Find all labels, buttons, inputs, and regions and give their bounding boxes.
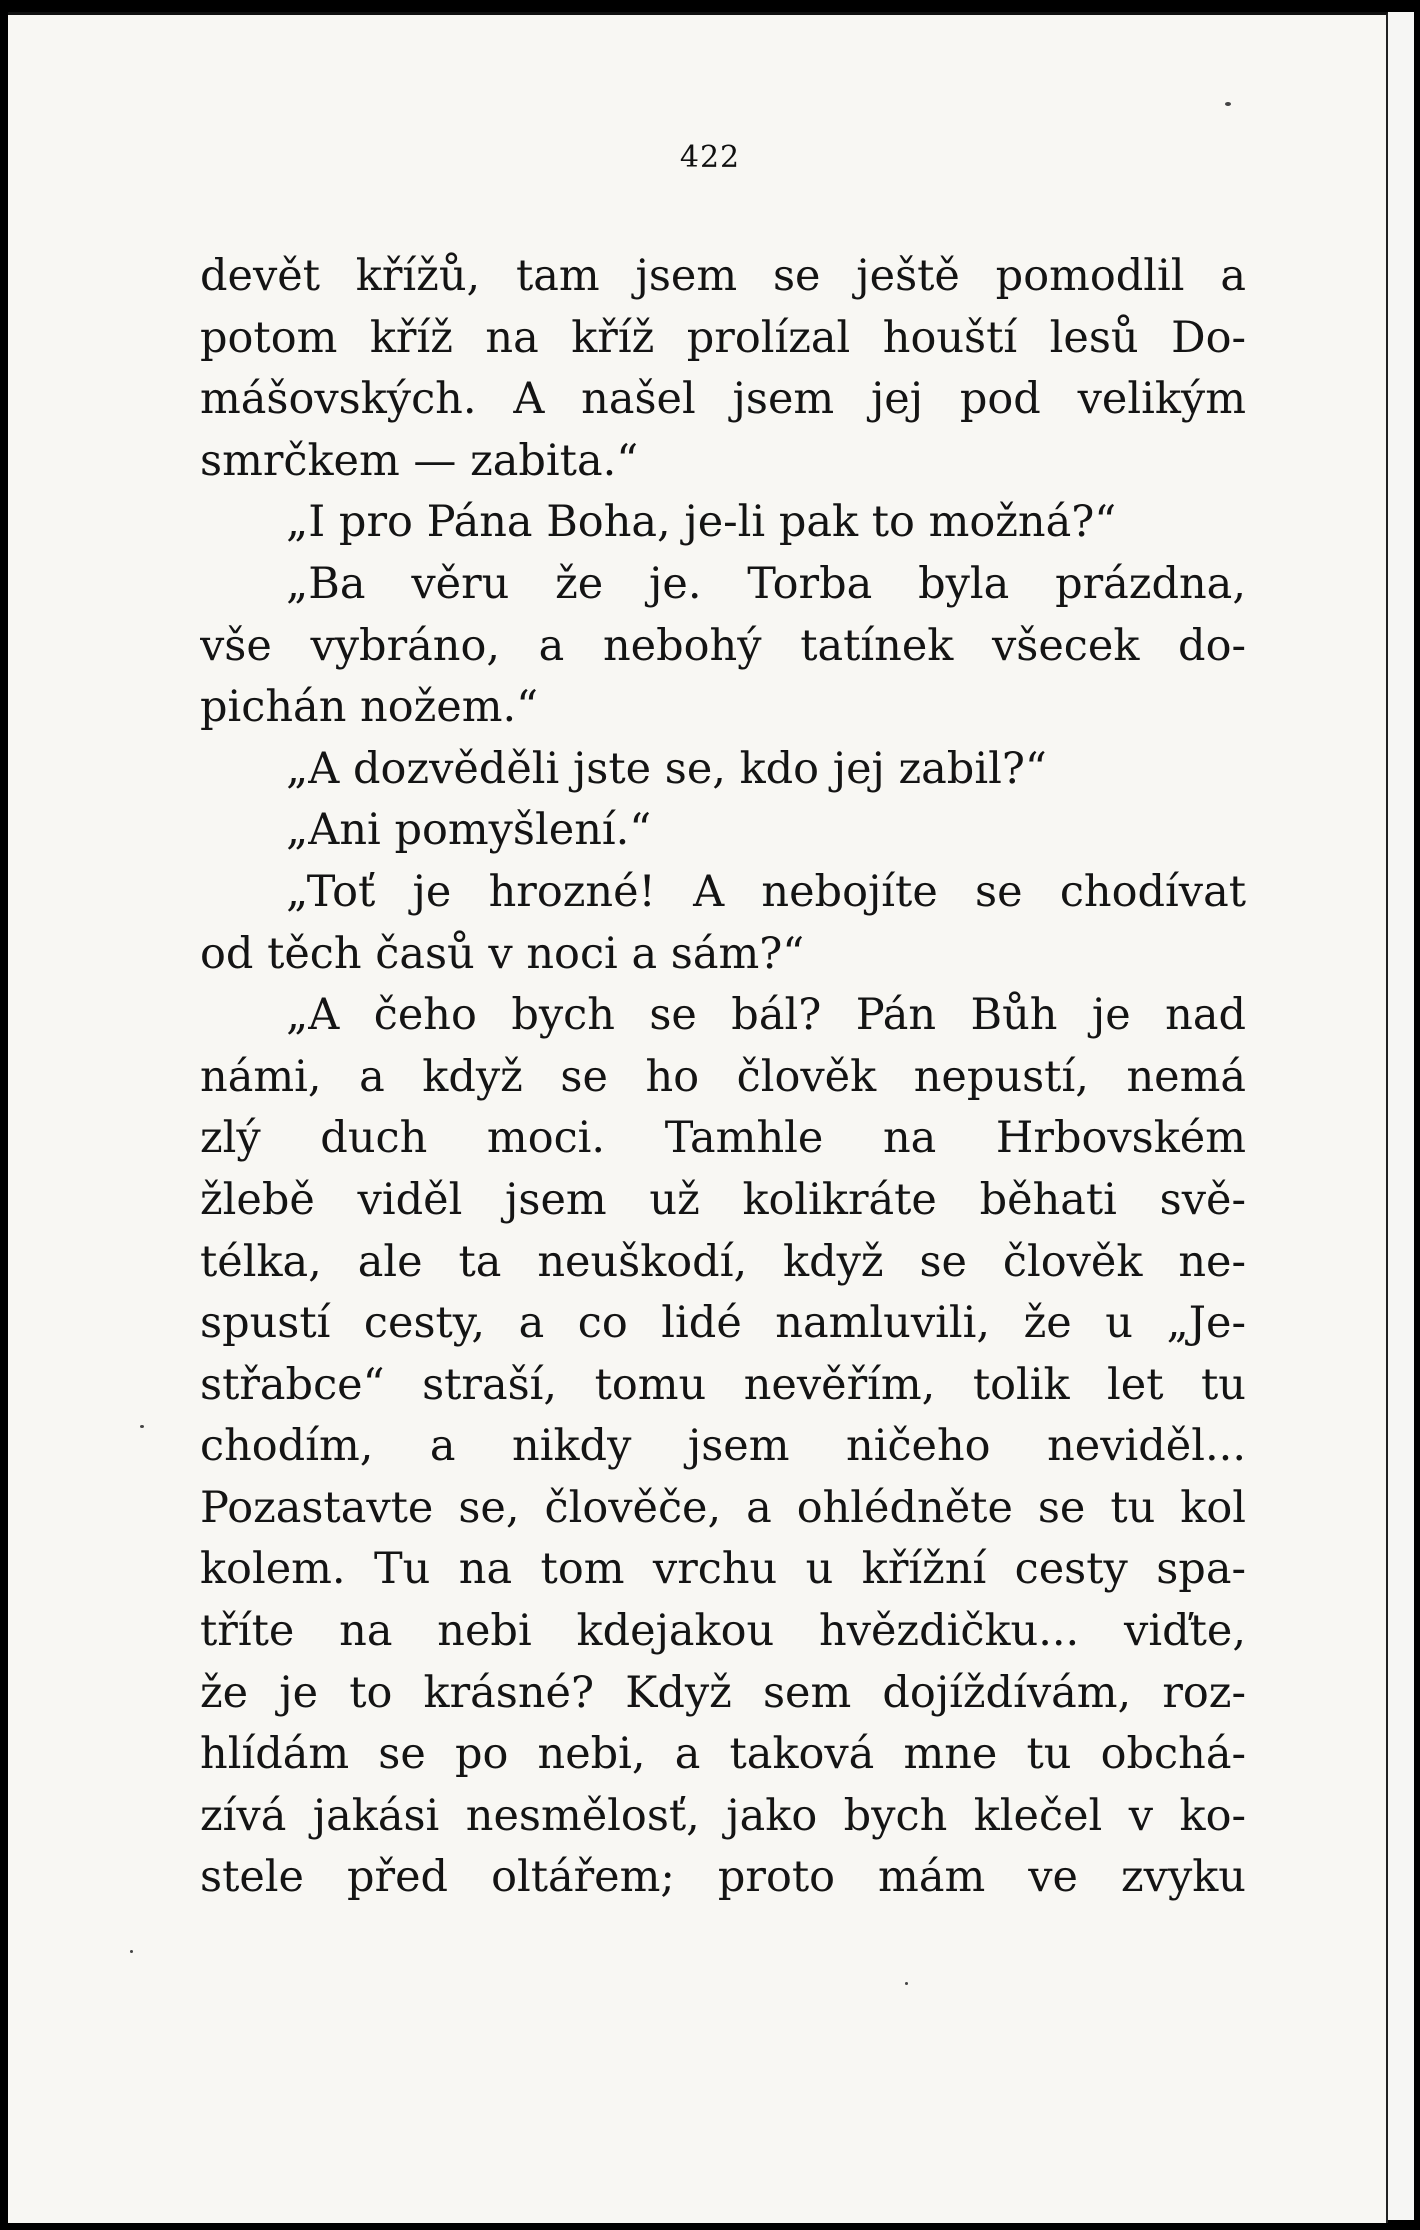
text-line: chodím, a nikdy jsem ničeho neviděl... bbox=[200, 1421, 1246, 1472]
page-number: 422 bbox=[679, 140, 741, 175]
text-line: „Ani pomyšlení.“ bbox=[286, 805, 652, 856]
text-line: smrčkem — zabita.“ bbox=[200, 435, 639, 486]
text-line: „A dozvěděli jste se, kdo jej zabil?“ bbox=[286, 743, 1047, 794]
scan-speck bbox=[905, 1982, 908, 1985]
text-line: kolem. Tu na tom vrchu u křížní cesty spa- bbox=[200, 1544, 1246, 1595]
text-line: mášovských. A našel jsem jej pod velikým bbox=[200, 374, 1246, 425]
body-text bbox=[200, 246, 1246, 1909]
text-line: devět křížů, tam jsem se ještě pomodlil a bbox=[200, 251, 1246, 301]
text-line: střabce“ straší, tomu nevěřím, tolik let tu bbox=[200, 1359, 1246, 1410]
text-line: stele před oltářem; proto mám ve zvyku bbox=[200, 1852, 1246, 1903]
text-line: „A čeho bych se bál? Pán Bůh je nad bbox=[286, 990, 1246, 1041]
text-line: pichán nožem.“ bbox=[200, 682, 539, 733]
scan-speck bbox=[1225, 102, 1231, 106]
text-line: télka, ale ta neuškodí, když se člověk ne- bbox=[200, 1236, 1246, 1287]
text-line: tříte na nebi kdejakou hvězdičku... viďte, bbox=[200, 1606, 1246, 1657]
text-line: spustí cesty, a co lidé namluvili, že u „Je- bbox=[200, 1298, 1246, 1349]
text-line: zívá jakási nesmělosť, jako bych klečel v ko- bbox=[200, 1790, 1246, 1841]
text-line: že je to krásné? Když sem dojíždívám, roz- bbox=[200, 1667, 1246, 1718]
text-line: žlebě viděl jsem už kolikráte běhati svě- bbox=[200, 1174, 1246, 1225]
text-line: „I pro Pána Boha, je-li pak to možná?“ bbox=[286, 497, 1117, 548]
text-line: „Ba věru že je. Torba byla prázdna, bbox=[286, 558, 1246, 609]
text-line: námi, a když se ho člověk nepustí, nemá bbox=[200, 1051, 1246, 1102]
text-line: zlý duch moci. Tamhle na Hrbovském bbox=[200, 1113, 1246, 1164]
scan-speck bbox=[130, 1950, 133, 1953]
text-line: vše vybráno, a nebohý tatínek všecek do- bbox=[200, 620, 1246, 671]
scan-speck bbox=[140, 1425, 144, 1428]
text-line: potom kříž na kříž prolízal houští lesů Do- bbox=[200, 312, 1246, 363]
text-line: hlídám se po nebi, a taková mne tu obchá- bbox=[200, 1729, 1246, 1780]
text-line: od těch časů v noci a sám?“ bbox=[200, 928, 805, 979]
text-line: Pozastavte se, člověče, a ohlédněte se tu kol bbox=[200, 1482, 1246, 1533]
text-line: „Toť je hrozné! A nebojíte se chodívat bbox=[286, 866, 1246, 917]
adjacent-page-edge bbox=[1388, 12, 1414, 2220]
